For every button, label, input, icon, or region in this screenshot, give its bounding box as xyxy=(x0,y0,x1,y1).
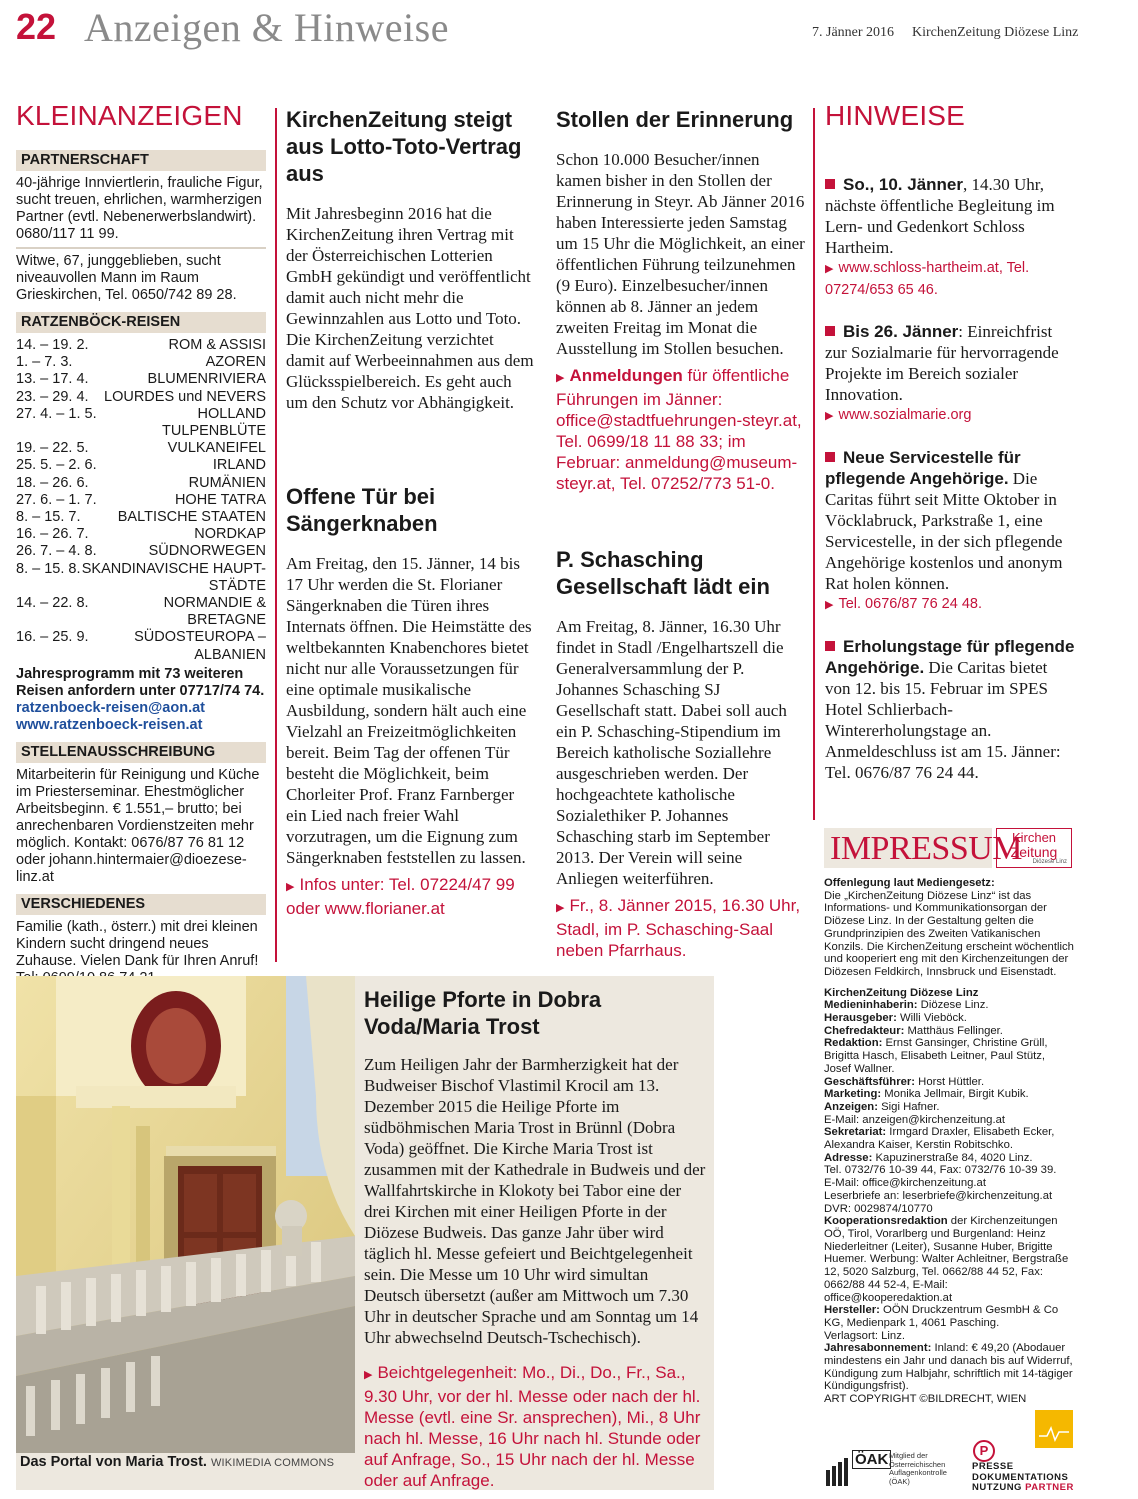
trip-name: AZOREN xyxy=(205,354,266,371)
arrow-right-icon: ▶ xyxy=(556,902,565,914)
ad-partnerschaft-2: Witwe, 67, junggeblieben, sucht niveauvollen Mann im Raum Grieskirchen, Tel. 0650/742 89 28. xyxy=(16,253,237,303)
category-partnerschaft: PARTNERSCHAFT xyxy=(16,150,266,171)
impressum-title-bar xyxy=(824,828,1023,868)
section-title: Anzeigen & Hinweise xyxy=(84,5,449,50)
trip-dates: 8. – 15. 7. xyxy=(16,509,81,526)
trip-dates: 16. – 25. 9. xyxy=(16,629,89,646)
trip-dates: 13. – 17. 4. xyxy=(16,371,89,388)
kleinanzeigen-column xyxy=(16,148,266,987)
trip-list xyxy=(16,337,266,664)
hinweis-item xyxy=(825,636,1075,783)
trip-name: NORMANDIE & BRETAGNE xyxy=(163,595,266,629)
hinweis-text: : Einreichfrist zur Sozialmarie für hervorragende Projekte im Bereich sozialer Innovation. xyxy=(825,322,1059,404)
presse-p-icon: P xyxy=(973,1440,995,1462)
photo-caption: Das Portal von Maria Trost. WIKIMEDIA COMMONS xyxy=(20,1454,335,1470)
offenlegung-heading: Offenlegung laut Mediengesetz: xyxy=(824,877,995,889)
photo-credit: WIKIMEDIA COMMONS xyxy=(210,1457,335,1469)
impressum-line: ART COPYRIGHT ©BILDRECHT, WIEN xyxy=(824,1393,1027,1406)
article-body: Mit Jahresbeginn 2016 hat die KirchenZeitung ihren Vertrag mit der Österreichischen Lotterien GmbH gekündigt und veröffentlicht damit auch nicht mehr die Gewinnzahlen aus Lotto und Toto. Die KirchenZeitung verzichtet damit auf Werbeeinnahmen aus dem Glücksspielbereich. Es geht auch um den Schutz vor Abhängigkeit. xyxy=(286,204,534,412)
bullet-square-icon xyxy=(825,641,835,651)
trip-row xyxy=(16,492,266,509)
article-body: Zum Heiligen Jahr der Barmherzigkeit hat der Budweiser Bischof Vlastimil Krocil am 13. Dezember 2015 die Heilige Pforte im südböhmischen Maria Trost in Brünnl (Dobra Voda) geöffnet. Die Kirche Maria Trost ist zusammen mit der Kathedrale in Budweis und der Wallfahrtskirche in Klokoty bei Tabor eine der drei Kirchen mit einer Heiligen Pforte in der Diözese Budweis. Das ganze Jahr über wird täglich hl. Messe gefeiert und Beichtgelegenheit sein. Die Messe um 10 Uhr wird simultan Deutsch übersetzt (außer am Mittwoch um 7.30 Uhr in deutscher Sprache und am Sonntag um 14 Uhr abwechselnd Deutsch-Tschechisch). xyxy=(364,1055,706,1347)
trip-row xyxy=(16,629,266,663)
hinweis-link[interactable]: ▶ www.sozialmarie.org xyxy=(825,407,972,423)
trip-name: SÜDOSTEUROPA – ALBANIEN xyxy=(134,629,266,663)
trip-row xyxy=(16,371,266,388)
impressum-line: E-Mail: office@kirchenzeitung.at xyxy=(824,1177,986,1190)
category-reisen: RATZENBÖCK-REISEN xyxy=(16,312,266,333)
impressum-line: Hersteller: OÖN Druckzentrum GesmbH & Co KG, Medienpark 1, 4061 Pasching. xyxy=(824,1304,1059,1329)
category-verschiedenes: VERSCHIEDENES xyxy=(16,894,266,915)
bullet-square-icon xyxy=(825,452,835,462)
trip-name: NORDKAP xyxy=(194,526,266,543)
oak-logo: ÖAK xyxy=(826,1452,886,1488)
impressum-body xyxy=(824,877,1074,1406)
column-divider-1 xyxy=(275,108,277,962)
impressum-line: Kooperationsredaktion der Kirchenzeitungen OÖ, Tirol, Vorarlberg und Burgenland: Heinz Niederleitner (Leiter), Susanne Huber, Brigitte Huemer. Werbung: Walter Achleitner, Bergstraße 12, 5020 Salzburg, Tel. 0662/88 44 52, Fax: 0662/88 44 52-4, E-Mail: office@kooperedaktion.at xyxy=(824,1215,1069,1304)
trip-dates: 27. 6. – 1. 7. xyxy=(16,491,97,508)
trip-name: LOURDES und NEVERS xyxy=(104,388,266,405)
trip-row xyxy=(16,354,266,371)
presse-dokumentation-logo: PRESSE DOKUMENTATIONS NUTZUNG PARTNER xyxy=(972,1461,1074,1493)
hinweis-head: Bis 26. Jänner xyxy=(843,322,959,341)
hinweis-text: Die Caritas führt seit Mitte Oktober in Vöcklabruck, Parkstraße 1, eine Servicestelle, in der sich pflegende Angehörige kostenlos und anonym Rat holen können. xyxy=(825,469,1063,593)
column-divider-2 xyxy=(813,108,815,820)
impressum-line: Chefredakteur: Matthäus Fellinger. xyxy=(824,1024,1003,1037)
trip-dates: 26. 7. – 4. 8. xyxy=(16,543,97,560)
trip-row xyxy=(16,509,266,526)
article-stollen xyxy=(556,106,806,494)
impressum-line: DVR: 0029874/10770 xyxy=(824,1202,933,1215)
trip-row xyxy=(16,337,266,354)
trip-dates: 18. – 26. 6. xyxy=(16,474,89,491)
hinweis-item xyxy=(825,174,1075,301)
impressum-line: Herausgeber: Willi Vieböck. xyxy=(824,1012,967,1025)
impressum-line: E-Mail: anzeigen@kirchenzeitung.at xyxy=(824,1113,1006,1126)
trip-row xyxy=(16,475,266,492)
maria-trost-photo xyxy=(16,976,355,1453)
offenlegung-text: Die „KirchenZeitung Diözese Linz“ ist das Informations- und Kommunikationsorgan der Diözese Linz. In der Gestaltung gelten die Grundprinzipien des Zweiten Vatikanischen Konzils. Die KirchenZeitung erscheint wöchentlich und kooperiert eng mit den Kirchenzeitungen der Diözesen Feldkirch, Innsbruck und Eisenstadt. xyxy=(824,889,1074,978)
trip-row xyxy=(16,406,266,440)
hinweis-text: Die Caritas bietet von 12. bis 15. Februar im SPES Hotel Schlierbach-Wintererholungstage an. Anmeldeschluss ist am 15. Jänner: Tel. 0676/87 76 24 44. xyxy=(825,658,1061,782)
impressum-line: Marketing: Monika Jellmair, Birgit Kubik. xyxy=(824,1088,1029,1101)
hinweis-head: Neue Servicestelle für pflegende Angehörige. xyxy=(825,448,1021,488)
ad-stellen: Mitarbeiterin für Reinigung und Küche im Priesterseminar. Ehestmöglicher Arbeitsbeginn. € 1.551,– brutto; bei anrechenbaren Vordienstzeiten mehr möglich. Kontakt: 0676/87 76 81 12 oder johann.hintermaier@dioezese-linz.at xyxy=(16,766,260,885)
trip-dates: 14. – 19. 2. xyxy=(16,337,89,353)
hinweise-heading: HINWEISE xyxy=(825,100,966,131)
oak-text: Mitglied der Österreichischen Auflagenkontrolle (ÖAK) xyxy=(889,1451,947,1486)
arrow-right-icon: ▶ xyxy=(286,881,295,893)
trip-name: BALTISCHE STAATEN xyxy=(117,509,266,526)
trip-row xyxy=(16,440,266,457)
hinweis-item xyxy=(825,321,1075,427)
jahresprogramm: Jahresprogramm mit 73 weiteren Reisen anfordern unter 07717/74 74. xyxy=(16,665,265,699)
impressum-line: Leserbriefe an: leserbriefe@kirchenzeitung.at xyxy=(824,1189,1053,1202)
divider xyxy=(16,247,266,249)
trip-row xyxy=(16,543,266,560)
hinweise-list xyxy=(825,174,1075,803)
impressum-line: Geschäftsführer: Horst Hüttler. xyxy=(824,1075,985,1088)
bullet-square-icon xyxy=(825,326,835,336)
trip-name: BLUMENRIVIERA xyxy=(147,371,266,388)
impressum-line: Sekretariat: Irmgard Draxler, Elisabeth Ecker, Alexandra Kaiser, Kerstin Robitschko. xyxy=(824,1126,1055,1152)
impressum-line: Verlagsort: Linz. xyxy=(824,1329,906,1342)
impressum-line: Anzeigen: Sigi Hafner. xyxy=(824,1100,940,1113)
article-body: Schon 10.000 Besucher/innen kamen bisher in den Stollen der Erinnerung in Steyr. Ab Jänner 2016 haben Interessierte jeden Samstag um 15 Uhr die Möglichkeit, an einer öffentlichen Führung teilzunehmen (9 Euro). Einzelbesucher/innen können ab 8. Jänner an jedem zweiten Freitag im Monat die Ausstellung im Stollen besuchen. xyxy=(556,150,805,358)
article-info[interactable]: ▶ Anmeldungen für öffentliche Führungen im Jänner: office@stadtfuehrungen-steyr.at, Tel. 0699/18 11 88 33; im Februar: anmeldung@museum-steyr.at, Tel. 07252/773 51-0. xyxy=(556,366,802,493)
article-title: KirchenZeitung steigt aus Lotto-Toto-Vertrag aus xyxy=(286,107,522,186)
hinweis-head: Erholungstage für pflegende Angehörige. xyxy=(825,637,1075,677)
trip-name: IRLAND xyxy=(212,457,266,474)
trip-dates: 19. – 22. 5. xyxy=(16,440,89,457)
trip-dates: 27. 4. – 1. 5. xyxy=(16,405,97,422)
hinweis-link[interactable]: ▶ Tel. 0676/87 76 24 48. xyxy=(825,596,982,612)
article-info[interactable]: ▶ Infos unter: Tel. 07224/47 99 oder www.florianer.at xyxy=(286,875,515,918)
trip-dates: 1. – 7. 3. xyxy=(16,354,73,371)
reisen-web-link[interactable]: www.ratzenboeck-reisen.at xyxy=(16,716,203,733)
trip-name: ROM & ASSISI xyxy=(168,337,266,353)
arrow-right-icon: ▶ xyxy=(364,1369,373,1381)
reisen-email-link[interactable]: ratzenboeck-reisen@aon.at xyxy=(16,699,206,716)
trip-name: RUMÄNIEN xyxy=(188,474,266,491)
ad-verschiedenes: Familie (kath., österr.) mit drei kleinen Kindern sucht dringend neues Zuhause. Vielen Dank für Ihren Anruf! xyxy=(16,918,259,969)
trip-name: HOHE TATRA xyxy=(174,491,266,508)
paper-name: KirchenZeitung Diözese Linz xyxy=(912,25,1079,40)
category-stellen: STELLENAUSSCHREIBUNG xyxy=(16,742,266,763)
trip-name: SKANDINAVISCHE HAUPT- STÄDTE xyxy=(81,560,266,594)
ad-partnerschaft-1: 40-jährige Innviertlerin, frauliche Figur, sucht treuen, ehrlichen, warmherzigen Partner (evtl. Nebenerwerbslandwirt). 0680/117 11 99. xyxy=(16,175,263,242)
trip-row xyxy=(16,389,266,406)
impressum-line: Redaktion: Ernst Gansinger, Christine Grüll, Brigitta Hasch, Elisabeth Leitner, Paul Stütz, Josef Wallner. xyxy=(824,1037,1048,1075)
article-body: Am Freitag, 8. Jänner, 16.30 Uhr findet in Stadl /Engelhartszell die Generalversammlung der P. Johannes Schasching SJ Gesellschaft statt. Dabei soll auch ein P. Schasching-Stipendium im Bereich katholische Soziallehre ausgeschrieben werden. Der hochgeachtete katholische Sozialethiker P. Johannes Schasching starb im September 2013. Der Verein will seine Anliegen weiterführen. xyxy=(556,617,787,888)
hinweis-item xyxy=(825,447,1075,616)
trip-dates: 8. – 15. 8. xyxy=(16,560,81,577)
presse-partner-icon xyxy=(1035,1410,1073,1448)
article-heilige-pforte xyxy=(364,986,708,1491)
kirchenzeitung-logo: Kirchen Zeitung Diözese Linz xyxy=(996,828,1072,868)
trip-dates: 23. – 29. 4. xyxy=(16,388,89,405)
page-number: 22 xyxy=(16,6,57,47)
kleinanzeigen-heading: KLEINANZEIGEN xyxy=(16,100,243,131)
article-info: ▶ Fr., 8. Jänner 2015, 16.30 Uhr, Stadl, im P. Schasching-Saal neben Pfarrhaus. xyxy=(556,896,801,960)
trip-name: HOLLAND TULPENBLÜTE xyxy=(162,405,266,440)
trip-dates: 14. – 22. 8. xyxy=(16,595,89,612)
issue-date: 7. Jänner 2016 xyxy=(812,25,895,40)
impressum-line: Medieninhaberin: Diözese Linz. xyxy=(824,999,989,1012)
article-schasching xyxy=(556,546,806,961)
hinweis-text: , 14.30 Uhr, nächste öffentliche Begleitung im Lern- und Gedenkort Schloss Hartheim. xyxy=(825,175,1055,257)
arrow-right-icon: ▶ xyxy=(556,372,565,384)
article-title: Heilige Pforte in Dobra Voda/Maria Trost xyxy=(364,987,602,1039)
trip-row xyxy=(16,595,266,629)
impressum-org: KirchenZeitung Diözese Linz xyxy=(824,986,979,999)
article-title: Offene Tür bei Sängerknaben xyxy=(286,484,438,536)
trip-name: VULKANEIFEL xyxy=(167,440,266,457)
article-body: Am Freitag, den 15. Jänner, 14 bis 17 Uhr werden die St. Florianer Sängerknaben die Türen ihres Internats öffnen. Die Heimstätte des weltbekannten Knabenchores bietet nicht nur alle Voraussetzungen für eine optimale musikalische Ausbildung, sondern hält auch eine Vielzahl an Freizeitmöglichkeiten bereit. Beim Tag der offenen Tür besteht die Möglichkeit, beim Chorleiter Prof. Franz Farnberger ein Lied nach freier Wahl vorzutragen, um die Eignung zum Sängerknaben feststellen zu lassen. xyxy=(286,554,532,867)
arrow-right-icon: ▶ xyxy=(825,263,834,275)
arrow-right-icon: ▶ xyxy=(825,410,834,422)
article-saengerknaben xyxy=(286,483,536,919)
impressum-line: Adresse: Kapuzinerstraße 84, 4020 Linz. xyxy=(824,1151,1033,1164)
trip-row xyxy=(16,457,266,474)
impressum-line: Tel. 0732/76 10-39 44, Fax: 0732/76 10-39 39. xyxy=(824,1164,1057,1177)
trip-name: SÜDNORWEGEN xyxy=(148,543,266,560)
arrow-right-icon: ▶ xyxy=(825,599,834,611)
hinweis-link[interactable]: ▶ www.schloss-hartheim.at, Tel. 07274/653 65 46. xyxy=(825,260,1030,298)
article-title: P. Schasching Gesellschaft lädt ein xyxy=(556,547,770,599)
trip-row xyxy=(16,526,266,543)
article-info: ▶ Beichtgelegenheit: Mo., Di., Do., Fr., Sa., 9.30 Uhr, vor der hl. Messe oder nach der hl. Messe (evtl. eine Sr. ansprechen), Mi., 8 Uhr nach hl. Messe, 16 Uhr nach hl. Stunde oder auf Anfrage, So., 15 Uhr nach der hl. Messe oder auf Anfrage. xyxy=(364,1363,701,1490)
impressum-line: Jahresabonnement: Inland: € 49,20 (Abodauer mindestens ein Jahr und danach bis auf Widerruf, Kündigung zum Halbjahr, schriftlich mit 14-tägiger Kündigungsfrist). xyxy=(824,1342,1073,1393)
article-lotto xyxy=(286,106,536,413)
hinweis-head: So., 10. Jänner xyxy=(843,175,963,194)
impressum-lines xyxy=(824,999,1074,1406)
trip-dates: 16. – 26. 7. xyxy=(16,526,89,543)
article-title: Stollen der Erinnerung xyxy=(556,107,794,132)
trip-dates: 25. 5. – 2. 6. xyxy=(16,457,97,474)
bullet-square-icon xyxy=(825,179,835,189)
impressum-title: IMPRESSUM xyxy=(830,830,1023,867)
trip-row xyxy=(16,561,266,595)
